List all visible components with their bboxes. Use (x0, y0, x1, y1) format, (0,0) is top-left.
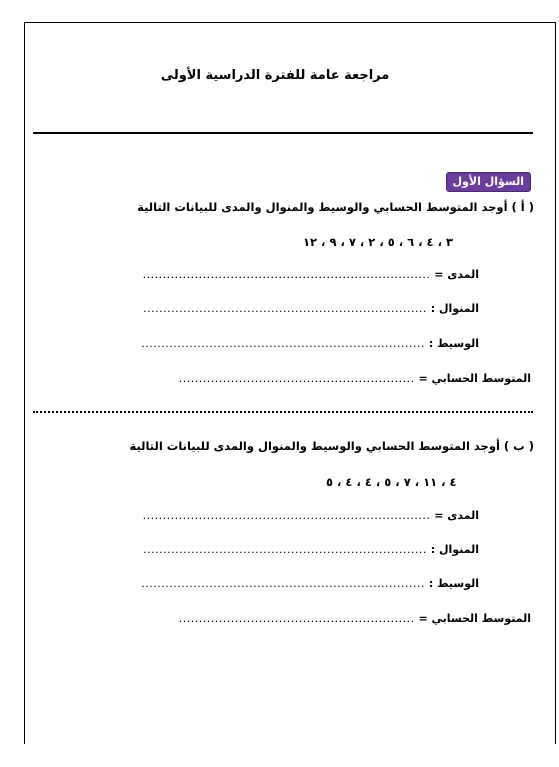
question-b-prompt: ( ب ) أوجد المتوسط الحسابي والوسيط والمنوال والمدى للبيانات التالية (129, 439, 534, 453)
answer-label: الوسيط : (428, 577, 479, 590)
question-b-numbers: ٤ ، ١١ ، ٧ ، ٥ ، ٤ ، ٤ ، ٥ (326, 475, 457, 489)
answer-blank[interactable]: ........................................................... (178, 612, 415, 625)
answer-mean-b (179, 612, 531, 625)
answer-blank[interactable]: ........................................................................ (142, 268, 431, 281)
answer-median-a (141, 337, 479, 350)
answer-blank[interactable]: ....................................................................... (141, 337, 426, 350)
answer-blank[interactable]: ....................................................................... (143, 302, 427, 315)
answer-blank[interactable]: ....................................................................... (141, 577, 426, 590)
title-divider (33, 132, 533, 134)
answer-mode-b (143, 543, 479, 556)
answer-label: المدى = (434, 268, 479, 281)
answer-range-b (143, 509, 479, 522)
answer-median-b (141, 577, 479, 590)
answer-range-a (143, 268, 479, 281)
section-separator (33, 411, 533, 413)
answer-label: المنوال : (430, 543, 479, 556)
answer-blank[interactable]: ........................................................... (178, 372, 415, 385)
answer-blank[interactable]: ........................................................................ (142, 509, 431, 522)
answer-mean-a (179, 372, 531, 385)
answer-label: المتوسط الحسابي = (418, 612, 531, 625)
answer-label: الوسيط : (428, 337, 479, 350)
answer-label: المتوسط الحسابي = (418, 372, 531, 385)
answer-blank[interactable]: ....................................................................... (143, 543, 427, 556)
question-a-prompt: ( أ ) أوجد المتوسط الحسابي والوسيط والمنوال والمدى للبيانات التالية (137, 200, 534, 214)
answer-label: المنوال : (430, 302, 479, 315)
page-title: مراجعة عامة للفترة الدراسية الأولى (160, 68, 390, 83)
answer-mode-a (143, 302, 479, 315)
question-a-numbers: ٣ ، ٤ ، ٦ ، ٥ ، ٢ ، ٧ ، ٩ ، ١٢ (303, 235, 453, 249)
section-badge: السؤال الأول (446, 172, 531, 192)
answer-label: المدى = (434, 509, 479, 522)
